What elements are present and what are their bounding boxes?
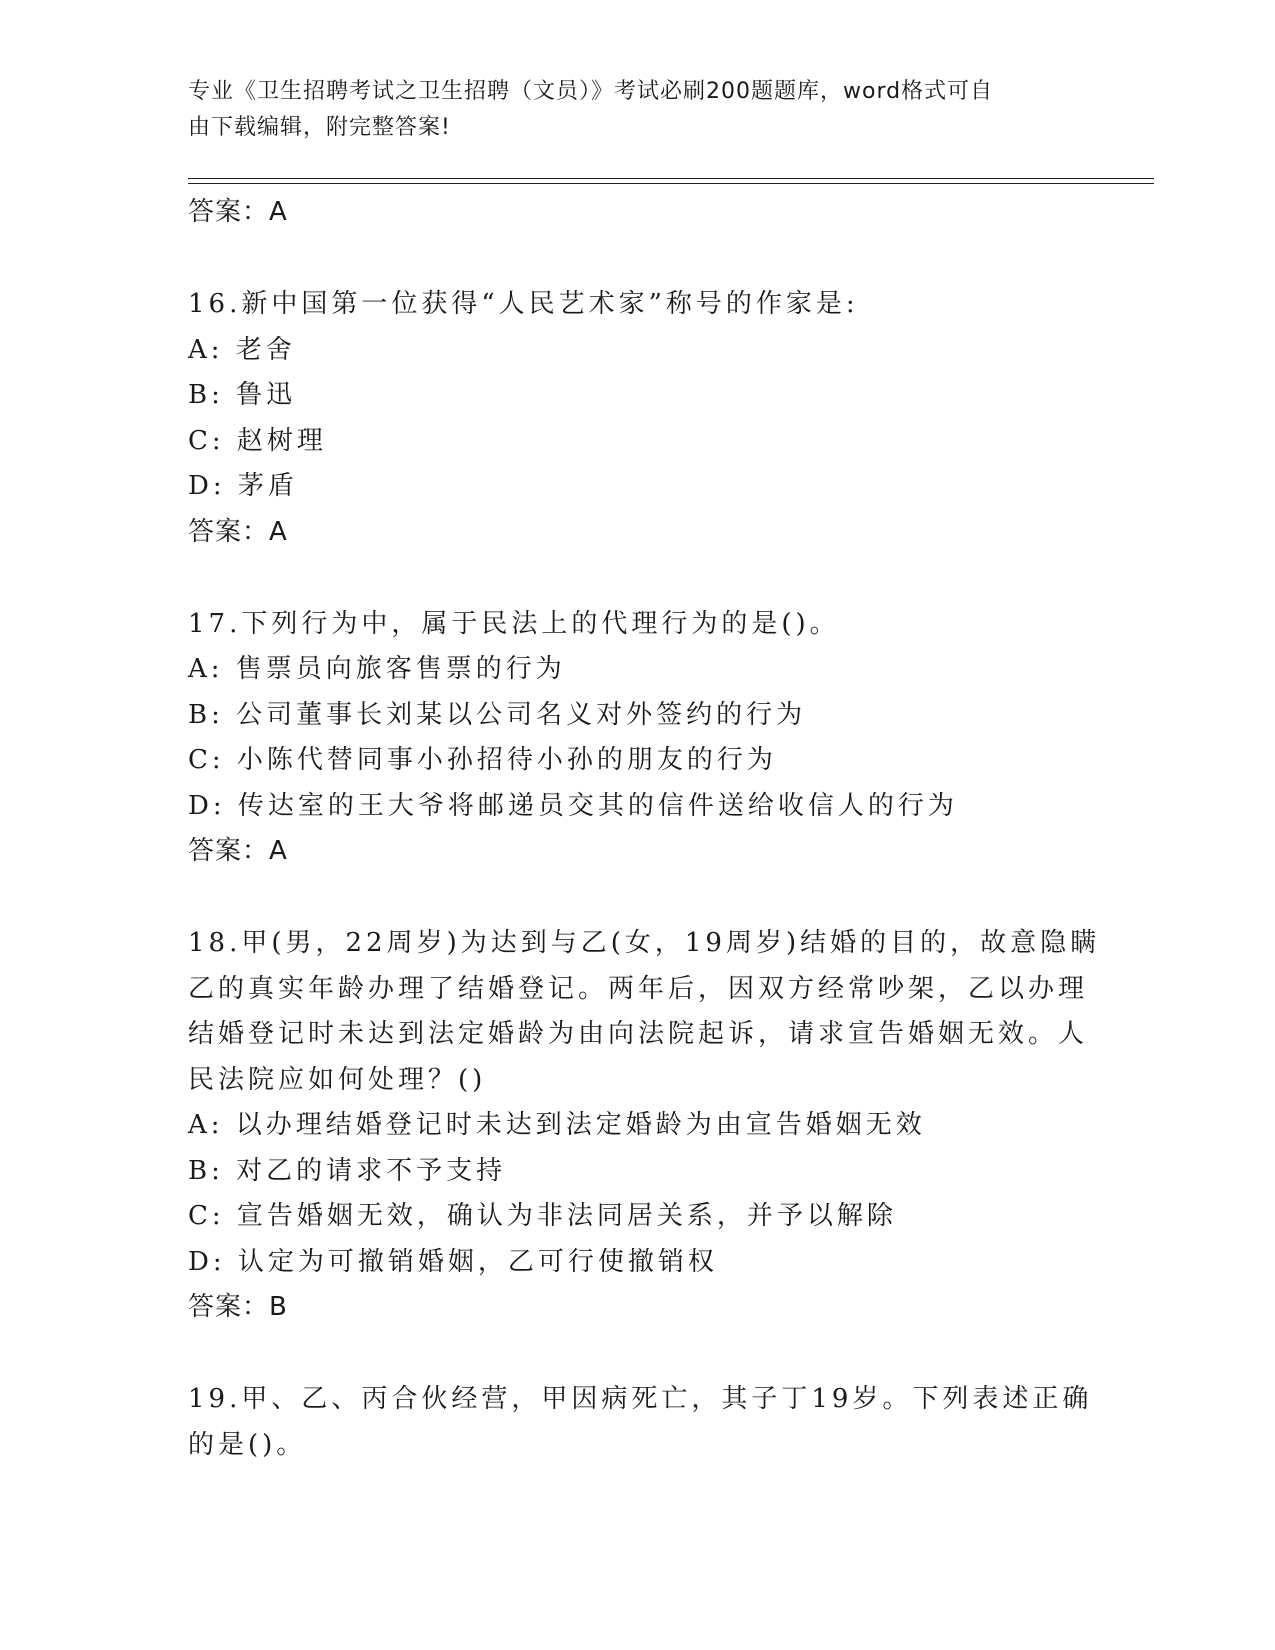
question-text: 16.新中国第一位获得“人民艺术家”称号的作家是: <box>188 289 859 319</box>
question-text-line-3: 结婚登记时未达到法定婚龄为由向法院起诉，请求宣告婚姻无效。人 <box>188 1019 1089 1049</box>
document-header <box>188 74 1068 146</box>
question-18 <box>188 921 1101 1330</box>
option-d: D: 茅盾 <box>188 471 298 501</box>
option-c: C: 宣告婚姻无效，确认为非法同居关系，并予以解除 <box>188 1201 897 1231</box>
option-a: A: 售票员向旅客售票的行为 <box>188 654 566 684</box>
header-rule-bottom <box>188 183 1154 184</box>
question-text-line-2: 的是()。 <box>188 1429 307 1460</box>
option-d: D: 传达室的王大爷将邮递员交其的信件送给收信人的行为 <box>188 790 958 821</box>
question-text-line-4: 民法院应如何处理？() <box>188 1064 487 1095</box>
option-a: A: 以办理结婚登记时未达到法定婚龄为由宣告婚姻无效 <box>188 1110 926 1140</box>
answer-label: 答案：A <box>188 516 288 547</box>
option-c: C: 赵树理 <box>188 425 327 456</box>
question-text: 17.下列行为中，属于民法上的代理行为的是()。 <box>188 608 840 639</box>
question-text-line-2: 乙的真实年龄办理了结婚登记。两年后，因双方经常吵架，乙以办理 <box>188 973 1089 1004</box>
header-line-2: 由下载编辑，附完整答案! <box>188 115 451 140</box>
header-line-1: 专业《卫生招聘考试之卫生招聘（文员）》考试必刷200题题库，word格式可自 <box>188 79 994 104</box>
option-a: A: 老舍 <box>188 334 296 365</box>
option-c: C: 小陈代替同事小孙招待小孙的朋友的行为 <box>188 745 777 775</box>
header-rule-top <box>188 178 1154 179</box>
option-d: D: 认定为可撤销婚姻，乙可行使撤销权 <box>188 1246 718 1277</box>
option-b: B: 公司董事长刘某以公司名义对外签约的行为 <box>188 699 807 730</box>
answer-label: 答案：A <box>188 197 288 227</box>
question-text-line-1: 19.甲、乙、丙合伙经营，甲因病死亡，其子丁19岁。下列表述正确 <box>188 1384 1093 1414</box>
question-19 <box>188 1377 1093 1468</box>
question-text-line-1: 18.甲(男，22周岁)为达到与乙(女，19周岁)结婚的目的，故意隐瞒 <box>188 928 1101 958</box>
question-16 <box>188 282 1068 555</box>
answer-label: 答案：B <box>188 1292 288 1322</box>
option-b: B: 对乙的请求不予支持 <box>188 1155 507 1186</box>
document-body <box>188 190 1101 1468</box>
answer-label: 答案：A <box>188 836 288 866</box>
option-b: B: 鲁迅 <box>188 380 297 410</box>
question-17 <box>188 602 1068 875</box>
